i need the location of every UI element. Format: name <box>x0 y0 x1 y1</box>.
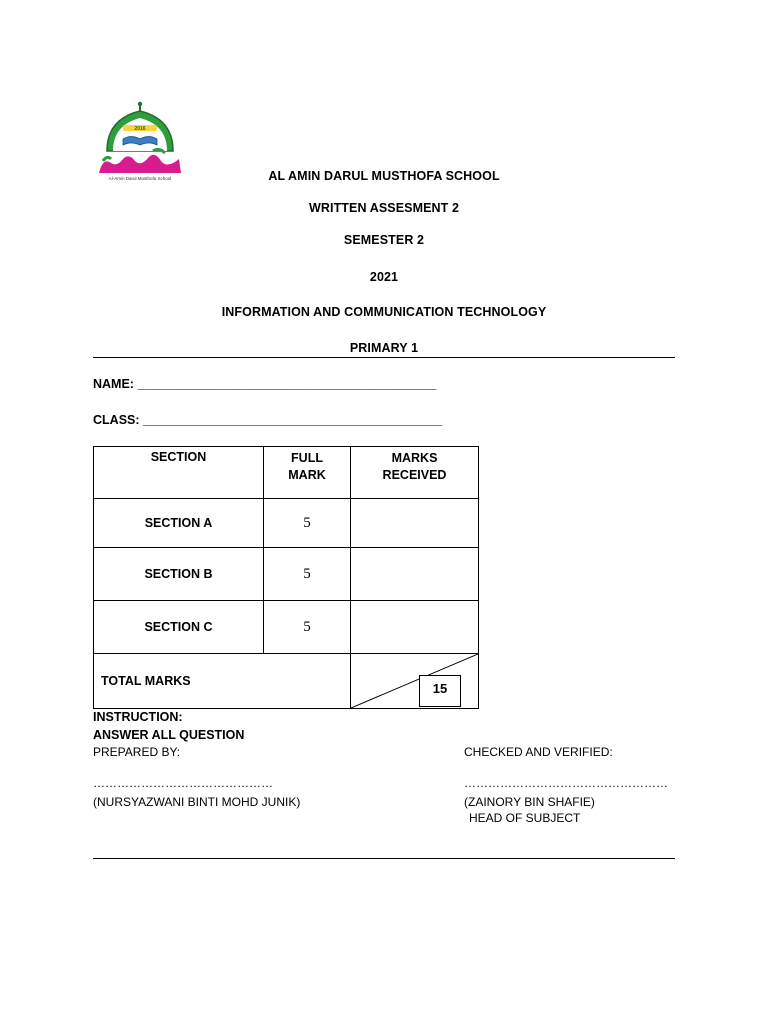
class-field: CLASS: ___________________________________________ <box>93 413 442 427</box>
header-section: SECTION <box>94 447 264 499</box>
instruction-text: ANSWER ALL QUESTION <box>93 728 245 742</box>
year: 2021 <box>369 270 399 284</box>
checked-label: CHECKED AND VERIFIED: <box>464 745 613 759</box>
header-marks-line1: MARKS <box>391 451 438 465</box>
prepared-signature-line: ……………………………………… <box>93 776 273 790</box>
prepared-by-label: PREPARED BY: <box>93 745 181 759</box>
checked-name: (ZAINORY BIN SHAFIE) <box>464 795 595 809</box>
logo-caption: Al-Amin Darul Musthofa School <box>108 176 172 181</box>
semester: SEMESTER 2 <box>343 233 425 247</box>
row-full-mark <box>264 601 351 654</box>
total-value-box <box>419 675 461 707</box>
total-row <box>94 654 479 709</box>
full-mark-value: 5 <box>303 514 311 531</box>
row-marks-received <box>351 499 479 548</box>
row-full-mark <box>264 499 351 548</box>
table-header-row <box>94 447 479 499</box>
table-row <box>94 548 479 601</box>
name-field: NAME: ___________________________________________ <box>93 377 437 391</box>
marks-table <box>93 446 479 709</box>
top-divider <box>93 357 675 358</box>
logo-year: 2016 <box>134 126 146 132</box>
row-marks-received <box>351 548 479 601</box>
checked-signature-line: …………………………………………… <box>464 776 668 790</box>
row-section: SECTION B <box>94 548 264 601</box>
total-cell <box>351 654 479 709</box>
full-mark-value: 5 <box>303 565 311 582</box>
table-row <box>94 601 479 654</box>
prepared-name: (NURSYAZWANI BINTI MOHD JUNIK) <box>93 795 301 809</box>
level: PRIMARY 1 <box>349 341 419 355</box>
row-marks-received <box>351 601 479 654</box>
row-full-mark <box>264 548 351 601</box>
row-section: SECTION A <box>94 499 264 548</box>
header-full-mark-line2: MARK <box>288 468 326 482</box>
total-label: TOTAL MARKS <box>94 654 351 709</box>
assessment-title: WRITTEN ASSESMENT 2 <box>308 201 460 215</box>
subject: INFORMATION AND COMMUNICATION TECHNOLOGY <box>221 305 547 319</box>
school-name: AL AMIN DARUL MUSTHOFA SCHOOL <box>268 169 500 183</box>
checked-title: HEAD OF SUBJECT <box>469 811 581 825</box>
total-value: 15 <box>432 681 448 696</box>
header-marks-line2: RECEIVED <box>382 468 447 482</box>
bottom-divider <box>93 858 675 859</box>
table-row <box>94 499 479 548</box>
header-marks-received <box>351 447 479 499</box>
full-mark-value: 5 <box>303 618 311 635</box>
row-section: SECTION C <box>94 601 264 654</box>
header-full-mark <box>264 447 351 499</box>
instruction-label: INSTRUCTION: <box>93 710 183 724</box>
header-full-mark-line1: FULL <box>291 451 323 465</box>
